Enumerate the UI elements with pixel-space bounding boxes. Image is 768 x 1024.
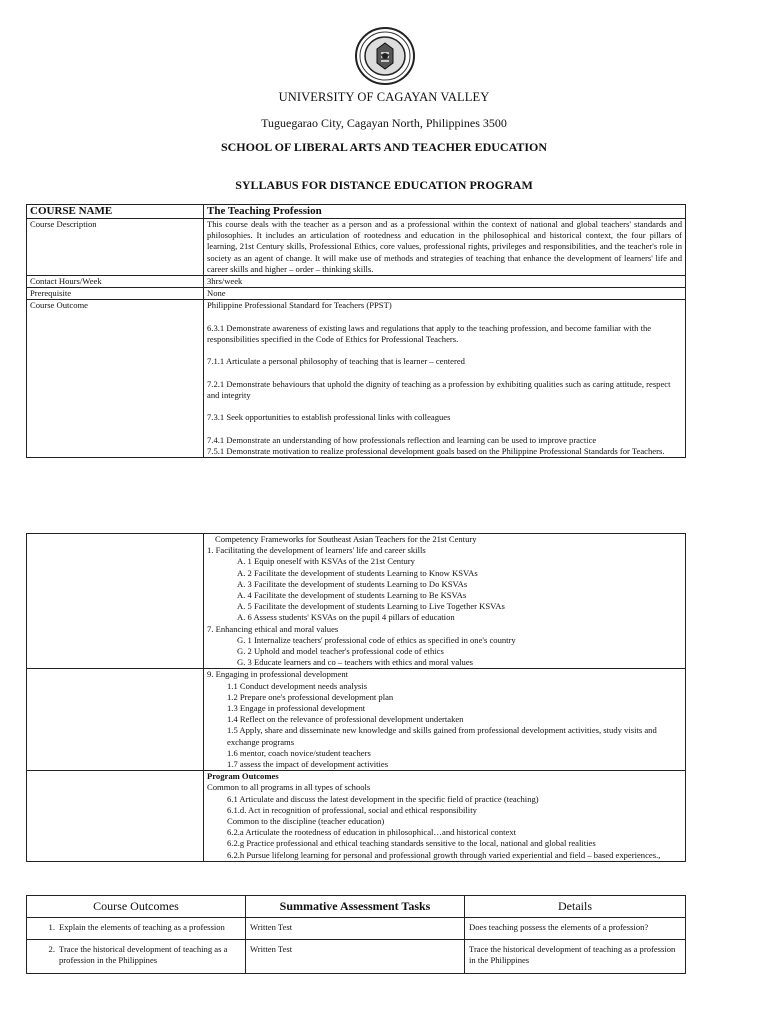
outcome-number: 2. [48,944,55,955]
competency-line: A. 5 Facilitate the development of students Learning to Live Together KSVAs [237,601,505,612]
competency-line: A. 3 Facilitate the development of students Learning to Do KSVAs [237,578,468,589]
col-header-assessment-tasks: Summative Assessment Tasks [246,896,465,918]
competency-line: Program Outcomes [207,771,279,782]
competency-line: A. 1 Equip oneself with KSVAs of the 21st Century [237,556,415,567]
prerequisite-value: None [204,288,686,300]
contact-hours-label: Contact Hours/Week [27,276,204,288]
course-outcome-row [27,300,686,458]
col-header-details: Details [465,896,686,918]
program-outcomes-list [204,771,686,862]
competency-line: Common to the discipline (teacher education) [227,816,385,827]
outcome-text: Trace the historical development of teaching as a profession in the Philippines [59,944,228,966]
competency-line: 1.1 Conduct development needs analysis [227,680,368,691]
course-outcome-item: 7.4.1 Demonstrate an understanding of how professionals reflection and learning can be used to improve practice [207,434,597,445]
competency-line: 6.1.d. Act in recognition of professional, social and ethical responsibility [227,804,477,815]
competency-line: 6.2.g Practice professional and ethical teaching standards sensitive to the local, national and global realities [227,838,596,849]
professional-development-list [204,669,686,771]
course-name-label: COURSE NAME [27,205,204,219]
competency-empty-cell [27,669,204,771]
course-outcome-list [204,300,686,458]
assessment-details: Trace the historical development of teaching as a profession in the Philippines [465,940,686,973]
competency-line: G. 2 Uphold and model teacher's professional code of ethics [237,646,444,657]
competency-line: 1.7 assess the impact of development activities [227,759,389,770]
competency-line: 7. Enhancing ethical and moral values [207,623,339,634]
col-header-course-outcomes: Course Outcomes [27,896,246,918]
competency-line: 9. Engaging in professional development [207,669,349,680]
course-description-row [27,219,686,276]
competency-line: 1. Facilitating the development of learners' life and career skills [207,545,426,556]
course-info-table [26,204,686,458]
competency-table [26,533,686,862]
course-outcome-item: Philippine Professional Standard for Teachers (PPST) [207,300,392,311]
contact-hours-value: 3hrs/week [204,276,686,288]
competency-line: 6.1 Articulate and discuss the latest development in the specific field of practice (teaching) [227,793,539,804]
competency-line: 1.3 Engage in professional development [227,703,366,714]
prerequisite-label: Prerequisite [27,288,204,300]
competency-line: A. 4 Facilitate the development of students Learning to Be KSVAs [237,590,467,601]
outcome-text: Explain the elements of teaching as a profession [59,922,225,932]
course-outcome-item: 7.1.1 Articulate a personal philosophy of teaching that is learner – centered [207,356,465,367]
spacer [207,345,682,356]
course-name-value: The Teaching Profession [204,205,686,219]
competency-line: 1.2 Prepare one's professional development plan [227,691,394,702]
competency-line: G. 1 Internalize teachers' professional code of ethics as specified in one's country [237,634,516,645]
competency-row-1 [27,534,686,669]
prerequisite-row [27,288,686,300]
assessment-task: Written Test [246,918,465,940]
university-address: Tuguegarao City, Cagayan North, Philippines 3500 [261,116,507,130]
course-description-text [204,219,686,276]
spacer [207,401,682,412]
competency-line: 6.2.a Articulate the rootedness of education in philosophical…and historical context [227,827,517,838]
university-seal-logo [355,27,415,85]
university-name: UNIVERSITY OF CAGAYAN VALLEY [278,90,490,104]
course-outcome-item: 7.3.1 Seek opportunities to establish professional links with colleagues [207,412,451,423]
course-outcome-label: Course Outcome [27,300,204,458]
competency-line: 1.6 mentor, coach novice/student teachers [227,747,371,758]
syllabus-title: SYLLABUS FOR DISTANCE EDUCATION PROGRAM [235,178,533,192]
assessment-row [27,918,686,940]
course-outcome-item: 7.2.1 Demonstrate behaviours that uphold the dignity of teaching as a profession by exhibiting qualities such as caring attitude, respect and integrity [207,378,671,400]
competency-line: Competency Frameworks for Southeast Asian Teachers for the 21st Century [215,534,477,544]
assessment-row [27,940,686,973]
contact-hours-row [27,276,686,288]
school-name: SCHOOL OF LIBERAL ARTS AND TEACHER EDUCATION [220,140,548,154]
assessment-header-row [27,896,686,918]
competency-empty-cell [27,534,204,669]
competency-line: Common to all programs in all types of schools [207,782,371,793]
spacer [207,312,682,323]
competency-line: A. 2 Facilitate the development of students Learning to Know KSVAs [237,567,478,578]
competency-line: 1.4 Reflect on the relevance of professional development undertaken [227,714,464,725]
competency-line: A. 6 Assess students' KSVAs on the pupil 4 pillars of education [237,612,455,623]
competency-line: 6.2.h Pursue lifelong learning for personal and professional growth through varied experiential and field – based experiences., [227,849,661,860]
competency-row-3 [27,771,686,862]
competency-empty-cell [27,771,204,862]
course-outcome-item: 7.5.1 Demonstrate motivation to realize professional development goals based on the Philippine Professional Standards for Teachers. [207,445,665,456]
competency-line: G. 3 Educate learners and co – teachers with ethics and moral values [237,657,473,668]
competency-framework-list [204,534,686,669]
spacer [207,424,682,435]
course-description-label: Course Description [27,219,204,276]
assessment-outcome [27,918,246,940]
competency-line: 1.5 Apply, share and disseminate new knowledge and skills gained from professional development activities, study visits and exchange programs [227,725,657,747]
competency-row-2 [27,669,686,771]
assessment-task: Written Test [246,940,465,973]
course-outcome-item: 6.3.1 Demonstrate awareness of existing laws and regulations that apply to the teaching profession, and become familiar with the responsibilities specified in the Code of Ethics for Professional Teachers. [207,322,652,345]
course-description-body: This course deals with the teacher as a person and as a professional within the context of national and global teachers' standards and philosophies. It includes an articulation of rootedness and education in the philosophical and historical context, the four pillars of learning, 21st Century skills, Professional Ethics, core values, professional rights, privileges and responsibilities, and the teacher's role in society as an agent of change. It will make use of methods and strategies of teaching that enhance the development of learners' life and career skills and higher – order – thinking skills. [207,219,682,274]
assessment-table [26,895,686,974]
assessment-outcome [27,940,246,973]
outcome-number: 1. [48,922,55,932]
spacer [207,368,682,379]
course-name-row [27,205,686,219]
assessment-details: Does teaching possess the elements of a profession? [465,918,686,940]
